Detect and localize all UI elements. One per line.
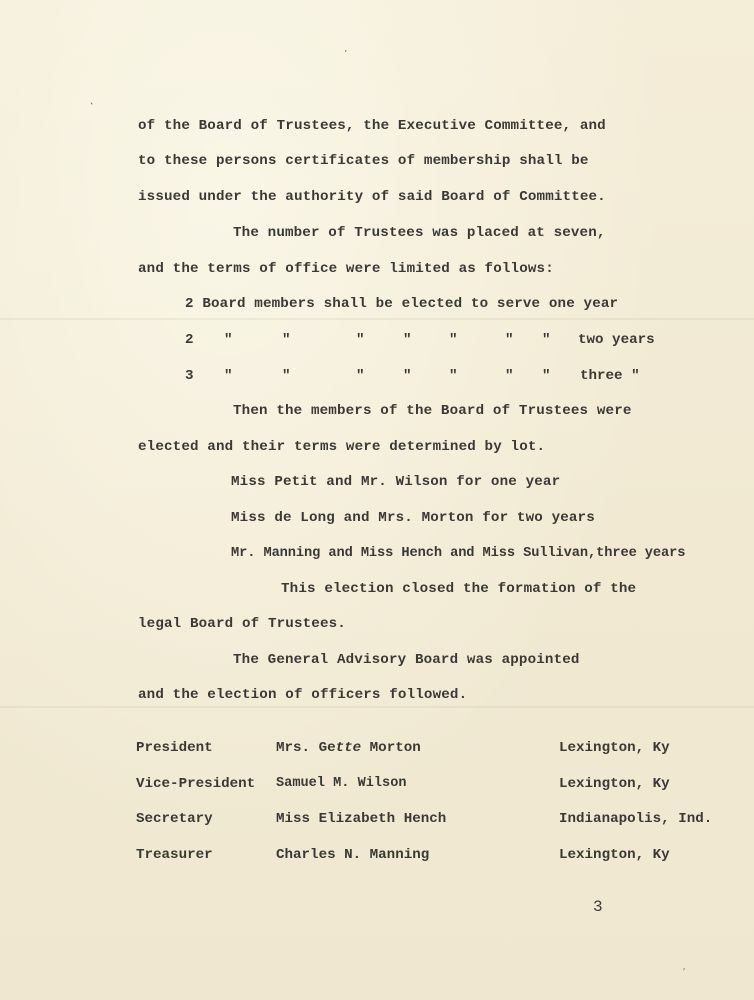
- ditto-mark: ": [282, 332, 291, 348]
- ditto-mark: ": [356, 332, 365, 348]
- ditto-mark: ": [505, 332, 514, 348]
- paper-speck: ˏ: [676, 957, 689, 973]
- ditto-mark: ": [403, 368, 412, 384]
- text-line-4: The number of Trustees was placed at seven,: [233, 225, 606, 241]
- ditto-mark: ": [449, 368, 458, 384]
- ditto-mark: ": [403, 332, 412, 348]
- officer-name: Samuel M. Wilson: [276, 776, 407, 791]
- officer-location: Lexington, Ky: [559, 740, 670, 756]
- ditto-mark: ": [224, 368, 233, 384]
- officer-name-typed-end: Morton: [361, 740, 421, 756]
- text-line-2: to these persons certificates of membership shall be: [138, 153, 589, 169]
- text-line-13: legal Board of Trustees.: [138, 616, 346, 632]
- paper-fold-line: [0, 706, 754, 708]
- officer-title: Treasurer: [136, 847, 213, 863]
- officer-title: Vice-President: [136, 776, 256, 792]
- officer-name: Miss Elizabeth Hench: [276, 811, 447, 827]
- text-line-6: 2 Board members shall be elected to serve one year: [185, 296, 619, 312]
- text-line-15: and the election of officers followed.: [138, 687, 468, 703]
- officer-name: Charles N. Manning: [276, 847, 430, 863]
- officer-title: President: [136, 740, 213, 756]
- handwritten-correction: tte: [335, 740, 362, 756]
- term-length: two years: [578, 332, 655, 348]
- ditto-mark: ": [449, 332, 458, 348]
- text-line-7: Then the members of the Board of Trustees were: [233, 403, 632, 419]
- text-line-5: and the terms of office were limited as follows:: [138, 261, 554, 277]
- text-line-14: The General Advisory Board was appointed: [233, 652, 580, 668]
- ditto-mark: ": [282, 368, 291, 384]
- text-line-12: This election closed the formation of the: [281, 581, 637, 597]
- term-count: 3: [185, 368, 194, 384]
- text-line-9: Miss Petit and Mr. Wilson for one year: [231, 474, 561, 490]
- officer-name-typed: Mrs. Ge: [276, 740, 336, 756]
- text-line-11: Mr. Manning and Miss Hench and Miss Sullivan,three years: [231, 546, 686, 561]
- text-line-1: of the Board of Trustees, the Executive Committee, and: [138, 118, 606, 134]
- officer-name: [276, 740, 421, 756]
- paper-speck: ˏ: [336, 39, 351, 55]
- officer-location: Lexington, Ky: [559, 847, 670, 863]
- page-number: 3: [593, 898, 603, 916]
- ditto-mark: ": [542, 368, 551, 384]
- text-line-10: Miss de Long and Mrs. Morton for two years: [231, 510, 595, 526]
- paper-speck: ˎ: [88, 92, 96, 106]
- ditto-mark: ": [505, 368, 514, 384]
- ditto-mark: ": [224, 332, 233, 348]
- paper-fold-line: [0, 318, 754, 320]
- officer-location: Indianapolis, Ind.: [559, 811, 713, 827]
- ditto-mark: ": [356, 368, 365, 384]
- officer-title: Secretary: [136, 811, 213, 827]
- term-count: 2: [185, 332, 194, 348]
- officer-location: Lexington, Ky: [559, 776, 670, 792]
- text-line-3: issued under the authority of said Board of Committee.: [138, 189, 606, 205]
- ditto-mark: ": [542, 332, 551, 348]
- term-length: three ": [580, 368, 640, 384]
- text-line-8: elected and their terms were determined by lot.: [138, 439, 546, 455]
